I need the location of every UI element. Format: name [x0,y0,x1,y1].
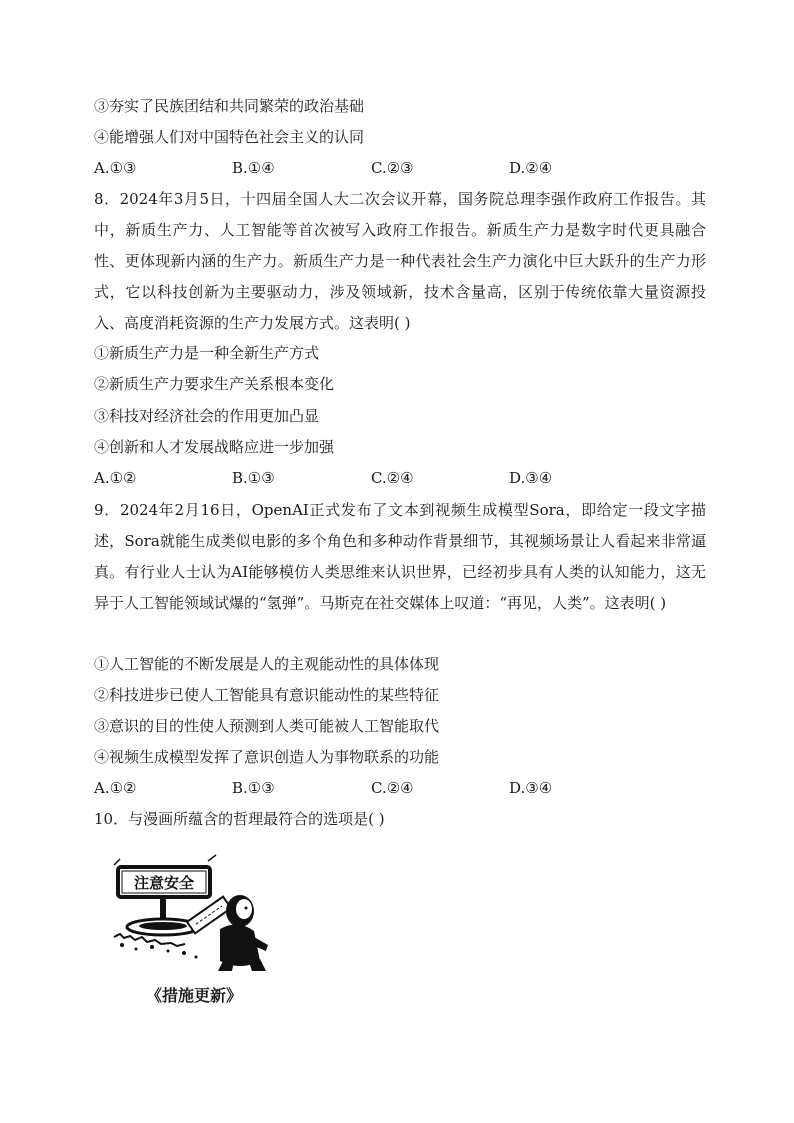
prev-option-b[interactable]: B.①④ [232,159,275,177]
q9-option-c[interactable]: C.②④ [371,779,414,797]
q9-statement-2: ②科技进步已使人工智能具有意识能动性的某些特征 [94,686,440,704]
q8-statement-2: ②新质生产力要求生产关系根本变化 [94,375,335,393]
sign-text: 注意安全 [133,874,195,892]
q9-option-b[interactable]: B.①③ [232,779,275,797]
q9-statement-4: ④视频生成模型发挥了意识创造人为事物联系的功能 [94,748,440,766]
q8-statement-3: ③科技对经济社会的作用更加凸显 [94,407,320,425]
q8-option-a[interactable]: A.①② [94,469,137,487]
prev-statement-3: ③夯实了民族团结和共同繁荣的政治基础 [94,97,365,115]
prev-option-c[interactable]: C.②③ [371,159,414,177]
cartoon-illustration [108,845,276,975]
q9-option-d[interactable]: D.③④ [509,779,553,797]
prev-option-d[interactable]: D.②④ [509,159,553,177]
question-9-stem: 9．2024年2月16日，OpenAI正式发布了文本到视频生成模型Sora，即给定一段文字描述，Sora就能生成类似电影的多个角色和多种动作背景细节，其视频场景让人看起来非常逼真。有行业人士认为AI能够模仿人类思维来认识世界，已经初步具有人类的认知能力，这无异于人工智能领域试爆的“氢弹”。马斯克在社交媒体上叹道：“再见，人类”。这表明( ) [94,501,706,612]
q8-option-d[interactable]: D.③④ [509,469,553,487]
q9-option-a[interactable]: A.①② [94,779,137,797]
question-8-stem: 8．2024年3月5日，十四届全国人大二次会议开幕，国务院总理李强作政府工作报告。其中，新质生产力、人工智能等首次被写入政府工作报告。新质生产力是数字时代更具融合性、更体现新内涵的生产力。新质生产力是一种代表社会生产力演化中巨大跃升的生产力形式，它以科技创新为主要驱动力，涉及领域新，技术含量高，区别于传统依靠大量资源投入、高度消耗资源的生产力发展方式。这表明( ) [94,190,706,332]
prev-statement-4: ④能增强人们对中国特色社会主义的认同 [94,128,365,146]
cartoon-caption: 《措施更新》 [146,986,243,1005]
q8-statement-4: ④创新和人才发展战略应进一步加强 [94,438,335,456]
q9-statement-3: ③意识的目的性使人预测到人类可能被人工智能取代 [94,717,440,735]
prev-option-a[interactable]: A.①③ [94,159,137,177]
q8-statement-1: ①新质生产力是一种全新生产方式 [94,344,320,362]
q8-option-b[interactable]: B.①③ [232,469,275,487]
q9-statement-1: ①人工智能的不断发展是人的主观能动性的具体体现 [94,655,440,673]
question-10-stem: 10．与漫画所蕴含的哲理最符合的选项是( ) [94,810,385,828]
q8-option-c[interactable]: C.②④ [371,469,414,487]
